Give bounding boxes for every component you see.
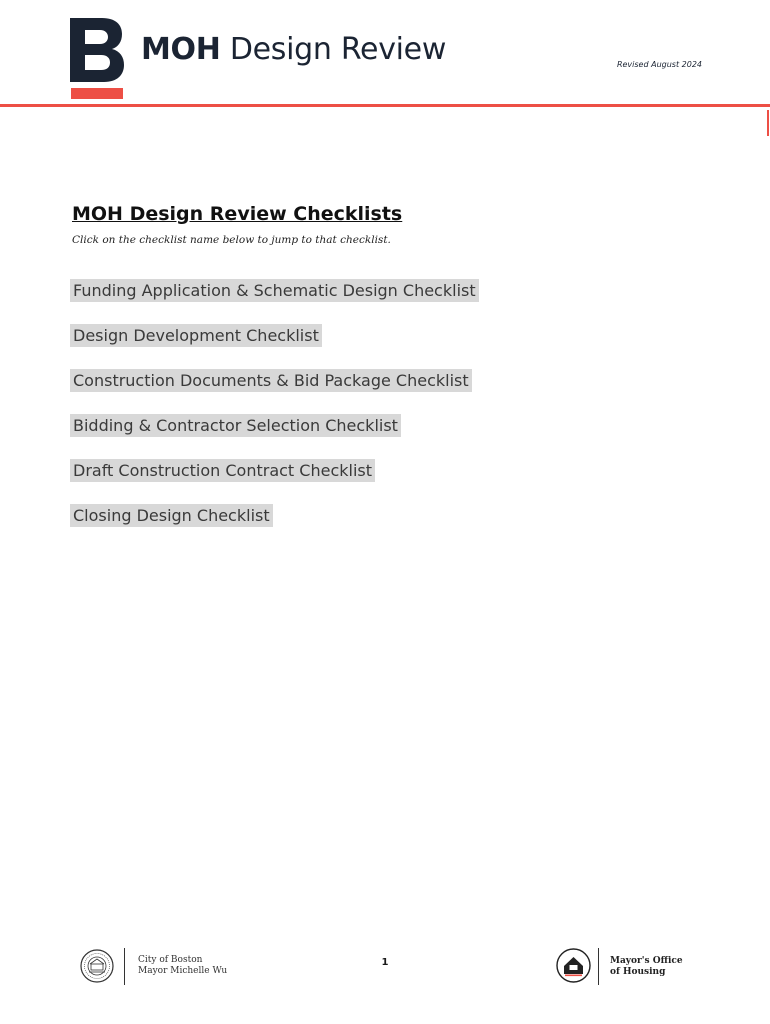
revised-date: Revised August 2024 bbox=[616, 60, 702, 69]
city-seal-icon bbox=[80, 949, 114, 983]
footer-office-line1: Mayor's Office bbox=[610, 956, 683, 966]
title-bold: MOH bbox=[141, 32, 221, 67]
header-divider bbox=[0, 104, 770, 107]
document-title bbox=[141, 32, 447, 67]
checklist-link-draft-contract[interactable]: Draft Construction Contract Checklist bbox=[70, 459, 375, 482]
footer-city-line2: Mayor Michelle Wu bbox=[138, 966, 228, 976]
section-heading: MOH Design Review Checklists bbox=[72, 203, 403, 225]
instructions-text: Click on the checklist name below to jump to that checklist. bbox=[72, 234, 391, 246]
checklist-link-design-development[interactable]: Design Development Checklist bbox=[70, 324, 322, 347]
list-item bbox=[70, 504, 479, 549]
footer-office-text bbox=[610, 956, 683, 978]
list-item bbox=[70, 324, 479, 369]
list-item bbox=[70, 459, 479, 504]
checklist-link-funding-schematic[interactable]: Funding Application & Schematic Design Checklist bbox=[70, 279, 479, 302]
footer-city-text bbox=[138, 955, 227, 977]
title-rest: Design Review bbox=[229, 32, 447, 67]
list-item bbox=[70, 414, 479, 459]
page-number: 1 bbox=[381, 957, 389, 968]
house-logo-icon bbox=[556, 948, 591, 983]
checklist-link-construction-documents[interactable]: Construction Documents & Bid Package Checklist bbox=[70, 369, 472, 392]
list-item bbox=[70, 369, 479, 414]
logo-accent-bar bbox=[71, 88, 123, 99]
boston-b-logo-icon bbox=[70, 18, 124, 82]
checklist-link-bidding-contractor[interactable]: Bidding & Contractor Selection Checklist bbox=[70, 414, 401, 437]
footer-city-line1: City of Boston bbox=[138, 955, 203, 965]
edge-marker bbox=[767, 110, 769, 136]
footer-divider-left bbox=[124, 948, 125, 985]
list-item bbox=[70, 279, 479, 324]
checklist-link-closing-design[interactable]: Closing Design Checklist bbox=[70, 504, 273, 527]
footer-office-line2: of Housing bbox=[610, 967, 666, 977]
checklist-link-list bbox=[70, 279, 479, 549]
footer-divider-right bbox=[598, 948, 599, 985]
